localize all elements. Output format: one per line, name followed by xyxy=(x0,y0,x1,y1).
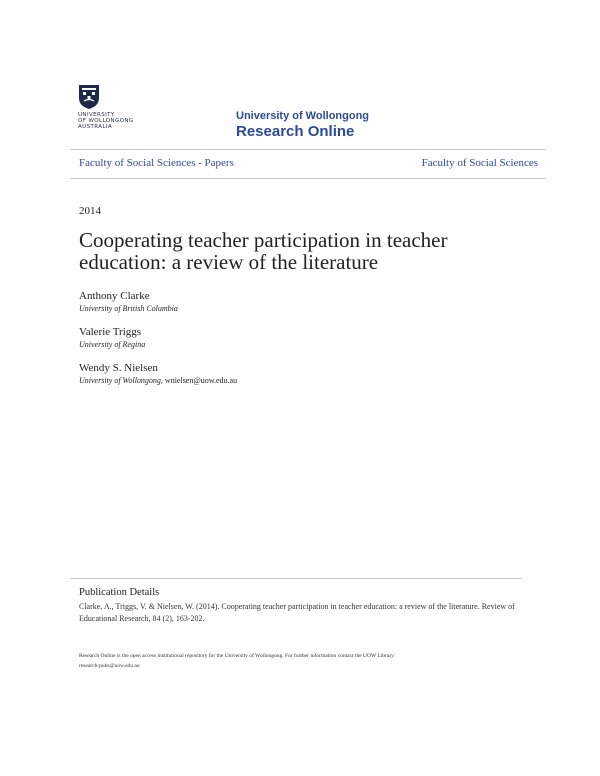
repository-header xyxy=(236,110,369,140)
faculty-link[interactable]: Faculty of Social Sciences xyxy=(421,157,538,169)
publication-divider xyxy=(70,578,522,579)
logo-line: OF WOLLONGONG xyxy=(78,118,134,124)
logo-line: UNIVERSITY xyxy=(78,112,115,118)
author-entry xyxy=(79,290,539,314)
author-name: Wendy S. Nielsen xyxy=(79,362,158,374)
nav-divider xyxy=(70,178,546,179)
author-affiliation xyxy=(79,303,539,314)
affiliation-text: University of British Columbia xyxy=(79,304,178,313)
affiliation-text: University of Wollongong, xyxy=(79,376,163,385)
author-email[interactable]: wnielsen@uow.edu.au xyxy=(162,376,238,385)
publication-details-heading: Publication Details xyxy=(79,587,160,598)
repository-title[interactable]: Research Online xyxy=(236,123,355,140)
uow-logo xyxy=(78,84,148,130)
publication-year: 2014 xyxy=(79,205,101,217)
author-entry xyxy=(79,326,539,350)
logo-line: AUSTRALIA xyxy=(78,124,113,130)
university-name[interactable]: University of Wollongong xyxy=(236,110,370,122)
author-affiliation xyxy=(79,339,539,350)
author-affiliation xyxy=(79,375,539,386)
author-list xyxy=(79,290,539,398)
top-divider xyxy=(70,149,546,150)
footer-statement: Research Online is the open access institutional repository for the University of Wollongong. For further information contact the UOW Library: xyxy=(79,653,396,659)
author-name: Valerie Triggs xyxy=(79,326,142,338)
faculty-papers-link[interactable]: Faculty of Social Sciences - Papers xyxy=(79,157,234,169)
author-name: Anthony Clarke xyxy=(79,290,150,302)
footer-email-link[interactable]: research-pubs@uow.edu.au xyxy=(79,663,140,669)
logo-wordmark xyxy=(78,112,148,130)
crest-icon xyxy=(78,84,100,110)
author-entry xyxy=(79,362,539,386)
publication-details-text: Clarke, A., Triggs, V. & Nielsen, W. (2014). Cooperating teacher participation in teacher education: a review of the literature. Review of Educational Research, 84 (2), 163-202. xyxy=(79,602,515,623)
repository-footer xyxy=(79,651,534,671)
paper-title: Cooperating teacher participation in teacher education: a review of the literature xyxy=(79,228,448,274)
affiliation-text: University of Regina xyxy=(79,340,146,349)
